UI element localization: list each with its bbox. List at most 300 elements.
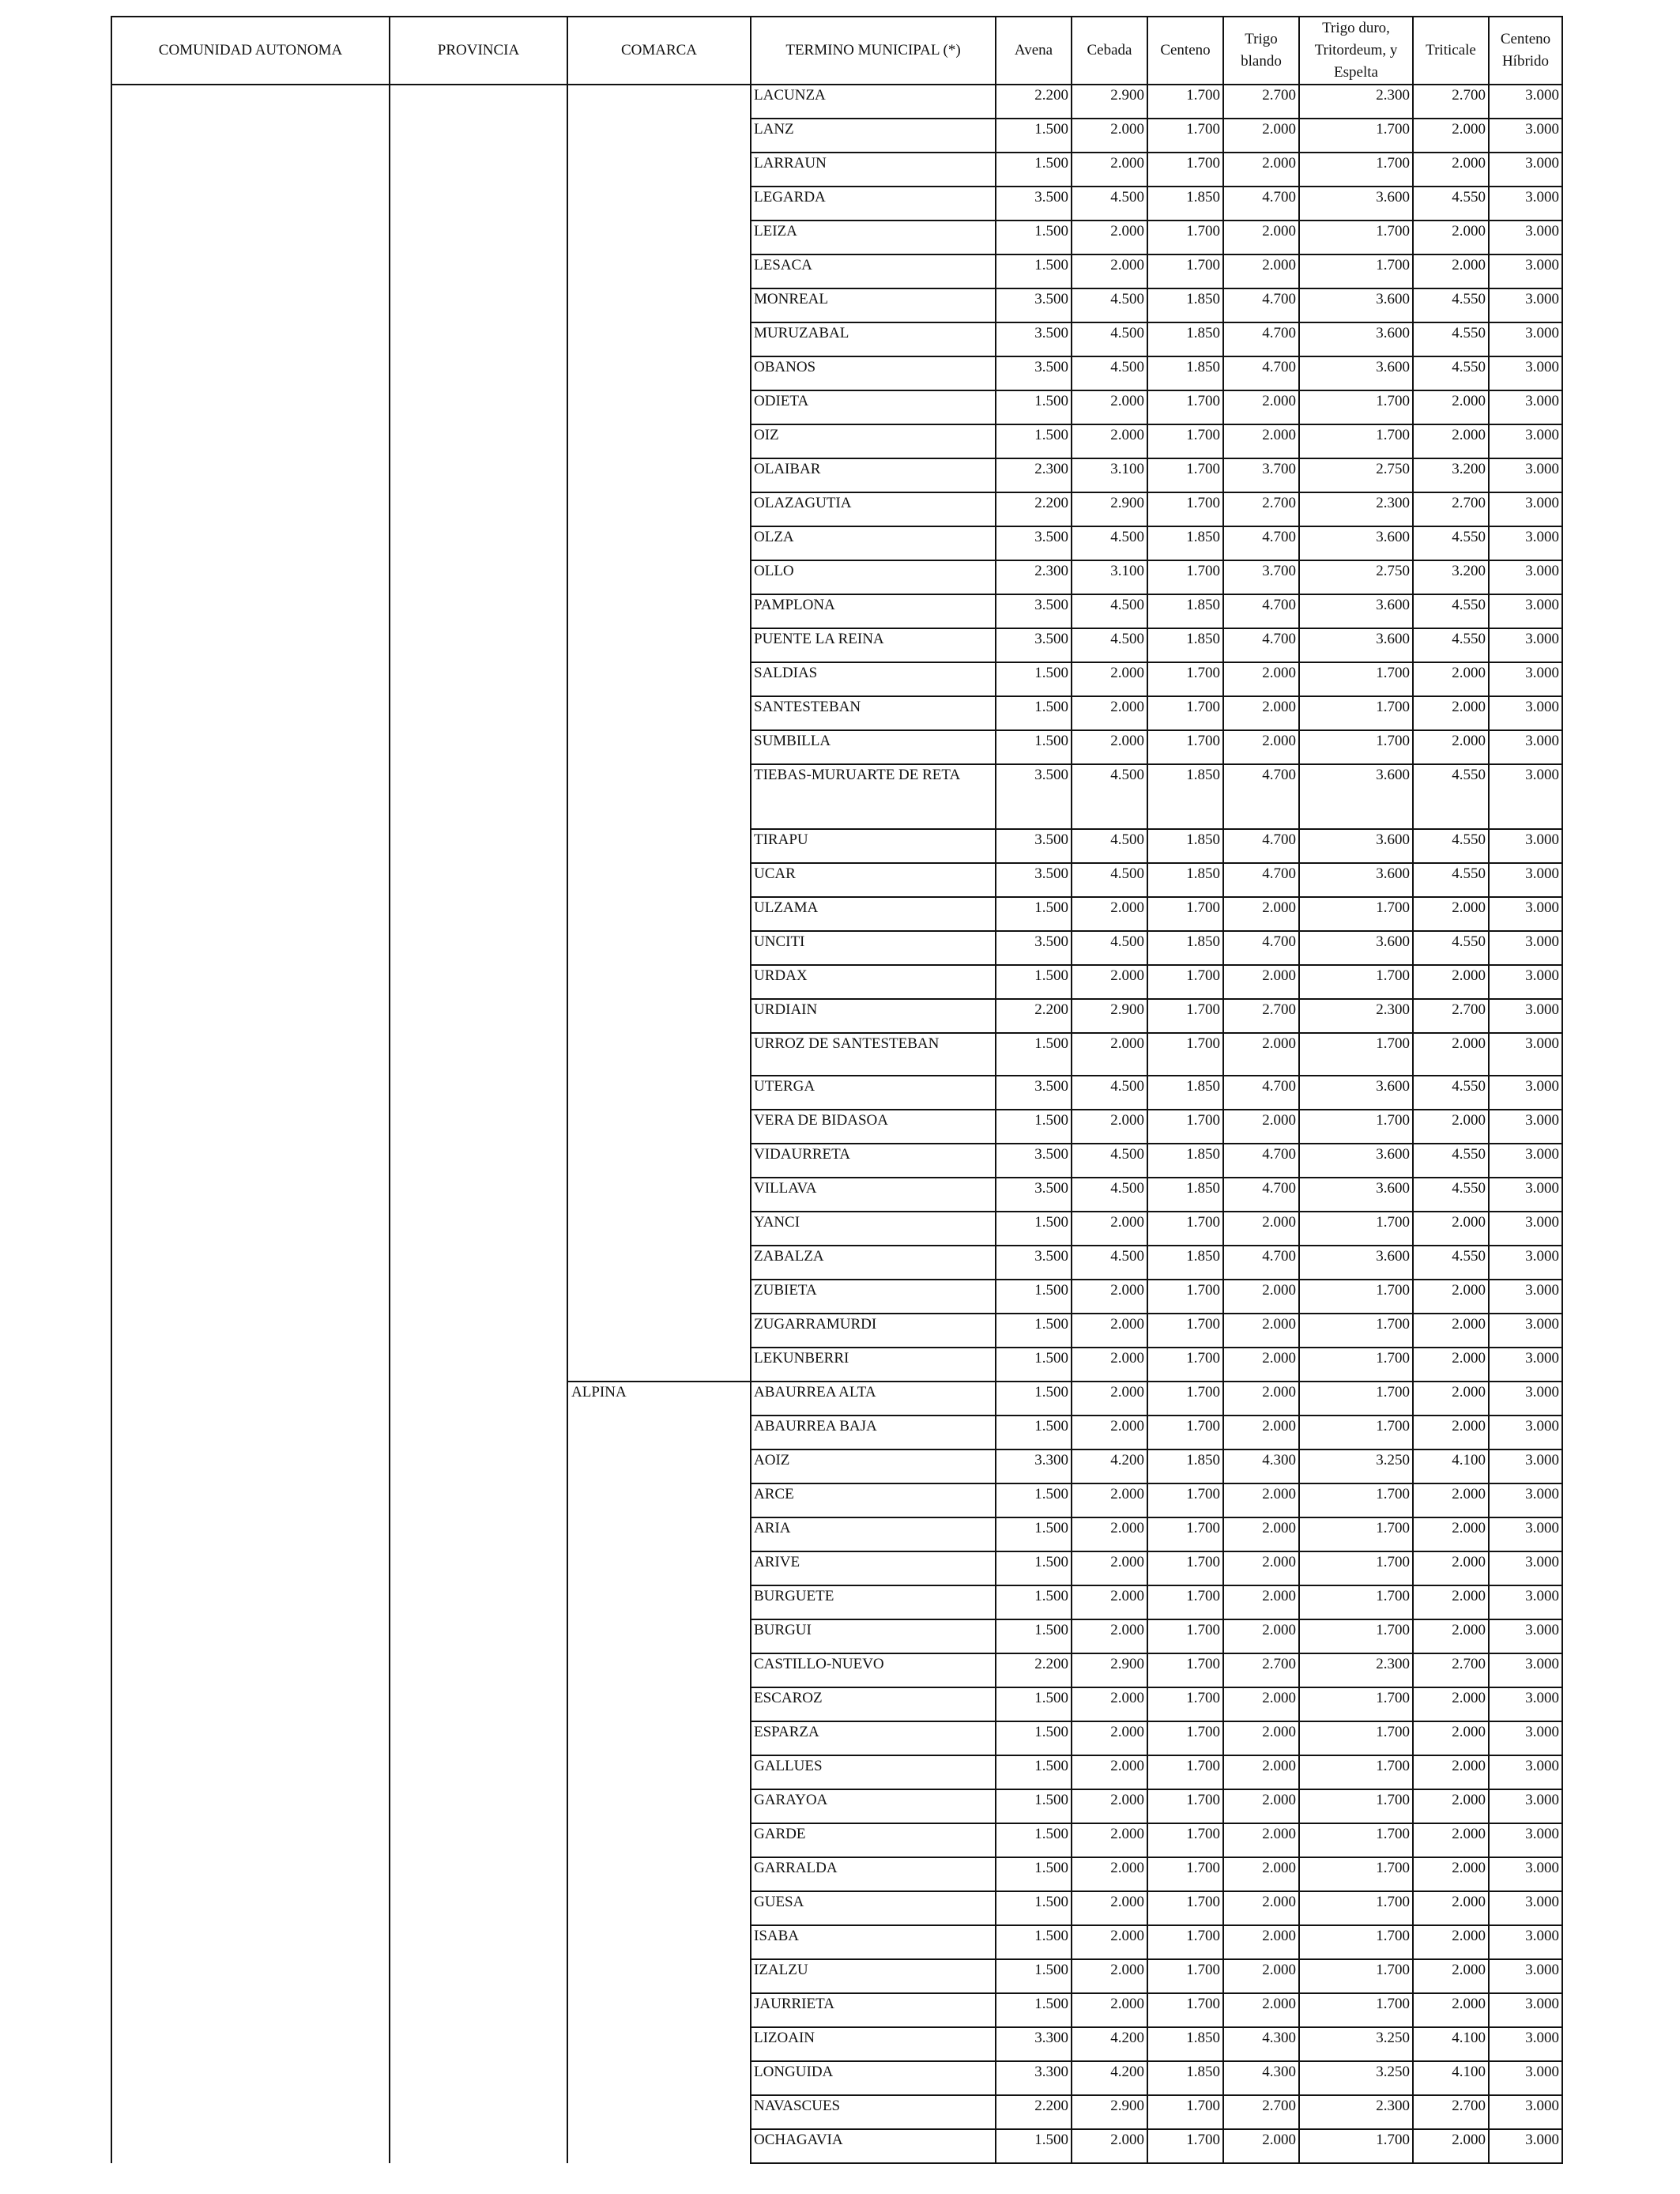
header-row [111, 17, 1562, 85]
cell-centeno-hibrido: 3.000 [1489, 1280, 1562, 1314]
cell-centeno-hibrido: 3.000 [1489, 931, 1562, 965]
cell-trigo-blando: 4.700 [1223, 526, 1299, 560]
cell-trigo-duro: 3.250 [1299, 1449, 1413, 1483]
cell-avena: 1.500 [996, 1280, 1072, 1314]
cell-trigo-blando: 2.000 [1223, 1891, 1299, 1925]
cell-termino-municipal: BURGUI [751, 1619, 996, 1653]
cell-termino-municipal: UTERGA [751, 1076, 996, 1110]
cell-cebada: 4.200 [1072, 1449, 1147, 1483]
cell-trigo-blando: 4.300 [1223, 1449, 1299, 1483]
cell-cebada: 2.900 [1072, 2095, 1147, 2129]
cell-centeno: 1.700 [1147, 1721, 1223, 1755]
cell-centeno: 1.700 [1147, 1382, 1223, 1416]
cell-trigo-blando: 2.000 [1223, 1993, 1299, 2027]
cell-trigo-blando: 2.000 [1223, 1925, 1299, 1959]
cell-triticale: 2.000 [1413, 1585, 1489, 1619]
cell-avena: 3.500 [996, 931, 1072, 965]
header-trigo-blando: Trigo blando [1223, 17, 1299, 85]
cell-avena: 1.500 [996, 1789, 1072, 1823]
cell-termino-municipal: VIDAURRETA [751, 1144, 996, 1178]
cell-trigo-duro: 1.700 [1299, 254, 1413, 288]
cell-trigo-blando: 2.000 [1223, 897, 1299, 931]
cell-triticale: 2.000 [1413, 221, 1489, 254]
cell-avena: 1.500 [996, 1314, 1072, 1348]
cell-centeno-hibrido: 3.000 [1489, 965, 1562, 999]
cell-trigo-blando: 2.000 [1223, 390, 1299, 424]
cell-cebada: 2.000 [1072, 254, 1147, 288]
cell-trigo-duro: 3.600 [1299, 1144, 1413, 1178]
cell-termino-municipal: ZABALZA [751, 1246, 996, 1280]
cell-triticale: 2.000 [1413, 1721, 1489, 1755]
cell-cebada: 4.500 [1072, 187, 1147, 221]
cell-avena: 1.500 [996, 965, 1072, 999]
header-comunidad: COMUNIDAD AUTONOMA [111, 17, 390, 85]
cell-trigo-duro: 3.600 [1299, 288, 1413, 322]
cell-triticale: 2.000 [1413, 1551, 1489, 1585]
cell-cebada: 2.000 [1072, 1382, 1147, 1416]
cell-centeno-hibrido: 3.000 [1489, 492, 1562, 526]
cell-triticale: 4.550 [1413, 322, 1489, 356]
cell-centeno: 1.700 [1147, 1993, 1223, 2027]
cell-triticale: 2.000 [1413, 1993, 1489, 2027]
cell-triticale: 4.550 [1413, 1144, 1489, 1178]
cell-avena: 2.200 [996, 999, 1072, 1033]
cell-trigo-blando: 2.700 [1223, 1653, 1299, 1687]
cell-cebada: 2.000 [1072, 1110, 1147, 1144]
cell-centeno: 1.700 [1147, 1925, 1223, 1959]
cell-centeno: 1.850 [1147, 526, 1223, 560]
cell-triticale: 4.550 [1413, 628, 1489, 662]
cell-centeno: 1.850 [1147, 322, 1223, 356]
cell-comarca: ALPINA [567, 1382, 751, 2163]
cell-trigo-blando: 2.000 [1223, 696, 1299, 730]
cell-cebada: 2.000 [1072, 1517, 1147, 1551]
cell-trigo-blando: 2.000 [1223, 1687, 1299, 1721]
cell-centeno: 1.850 [1147, 1178, 1223, 1212]
cell-centeno: 1.850 [1147, 594, 1223, 628]
cell-termino-municipal: BURGUETE [751, 1585, 996, 1619]
cell-trigo-duro: 1.700 [1299, 1416, 1413, 1449]
cell-centeno-hibrido: 3.000 [1489, 594, 1562, 628]
cell-centeno-hibrido: 3.000 [1489, 85, 1562, 119]
cell-centeno: 1.850 [1147, 1144, 1223, 1178]
cell-avena: 1.500 [996, 1517, 1072, 1551]
header-provincia: PROVINCIA [390, 17, 567, 85]
cell-trigo-duro: 1.700 [1299, 1212, 1413, 1246]
cell-termino-municipal: OBANOS [751, 356, 996, 390]
cell-triticale: 2.000 [1413, 1382, 1489, 1416]
cell-triticale: 2.000 [1413, 1891, 1489, 1925]
cell-triticale: 2.000 [1413, 1823, 1489, 1857]
cell-centeno-hibrido: 3.000 [1489, 1076, 1562, 1110]
cell-centeno: 1.700 [1147, 560, 1223, 594]
cell-centeno-hibrido: 3.000 [1489, 1653, 1562, 1687]
cell-trigo-blando: 3.700 [1223, 458, 1299, 492]
cell-avena: 1.500 [996, 1212, 1072, 1246]
cell-triticale: 2.700 [1413, 1653, 1489, 1687]
cell-avena: 3.500 [996, 526, 1072, 560]
cell-centeno-hibrido: 3.000 [1489, 1585, 1562, 1619]
cell-cebada: 3.100 [1072, 560, 1147, 594]
header-centeno: Centeno [1147, 17, 1223, 85]
cell-avena: 3.500 [996, 628, 1072, 662]
cell-cebada: 2.000 [1072, 1857, 1147, 1891]
cell-trigo-blando: 4.700 [1223, 594, 1299, 628]
cell-termino-municipal: URDAX [751, 965, 996, 999]
cell-trigo-blando: 2.000 [1223, 730, 1299, 764]
cell-centeno-hibrido: 3.000 [1489, 1959, 1562, 1993]
cell-termino-municipal: ULZAMA [751, 897, 996, 931]
cell-centeno-hibrido: 3.000 [1489, 1212, 1562, 1246]
cell-centeno: 1.850 [1147, 2061, 1223, 2095]
cell-termino-municipal: ABAURREA BAJA [751, 1416, 996, 1449]
cell-termino-municipal: SANTESTEBAN [751, 696, 996, 730]
cell-avena: 1.500 [996, 1110, 1072, 1144]
cell-trigo-blando: 2.000 [1223, 424, 1299, 458]
cell-centeno: 1.700 [1147, 1857, 1223, 1891]
cell-avena: 1.500 [996, 1721, 1072, 1755]
cell-cebada: 2.000 [1072, 1314, 1147, 1348]
cell-avena: 1.500 [996, 1891, 1072, 1925]
cell-cebada: 2.000 [1072, 965, 1147, 999]
cell-centeno-hibrido: 3.000 [1489, 2095, 1562, 2129]
cell-termino-municipal: ARCE [751, 1483, 996, 1517]
cell-cebada: 4.500 [1072, 356, 1147, 390]
header-cebada: Cebada [1072, 17, 1147, 85]
cell-centeno-hibrido: 3.000 [1489, 153, 1562, 187]
cell-centeno: 1.700 [1147, 1891, 1223, 1925]
cell-termino-municipal: TIRAPU [751, 829, 996, 863]
cell-centeno-hibrido: 3.000 [1489, 1348, 1562, 1382]
cell-centeno-hibrido: 3.000 [1489, 628, 1562, 662]
cell-cebada: 2.000 [1072, 730, 1147, 764]
cell-trigo-blando: 4.700 [1223, 764, 1299, 829]
cell-centeno-hibrido: 3.000 [1489, 1755, 1562, 1789]
header-triticale: Triticale [1413, 17, 1489, 85]
cell-trigo-blando: 4.700 [1223, 356, 1299, 390]
cell-triticale: 2.000 [1413, 1280, 1489, 1314]
cell-trigo-duro: 1.700 [1299, 1721, 1413, 1755]
cell-centeno: 1.700 [1147, 424, 1223, 458]
cell-trigo-blando: 4.700 [1223, 931, 1299, 965]
cell-triticale: 4.550 [1413, 764, 1489, 829]
cell-centeno-hibrido: 3.000 [1489, 1823, 1562, 1857]
cell-centeno: 1.700 [1147, 1517, 1223, 1551]
cell-termino-municipal: IZALZU [751, 1959, 996, 1993]
cell-termino-municipal: YANCI [751, 1212, 996, 1246]
cell-triticale: 2.000 [1413, 1212, 1489, 1246]
cell-centeno-hibrido: 3.000 [1489, 897, 1562, 931]
cell-trigo-duro: 3.600 [1299, 187, 1413, 221]
cell-triticale: 2.000 [1413, 1789, 1489, 1823]
cell-trigo-blando: 2.000 [1223, 965, 1299, 999]
cell-avena: 2.200 [996, 1653, 1072, 1687]
cell-trigo-blando: 4.700 [1223, 288, 1299, 322]
cell-trigo-duro: 1.700 [1299, 965, 1413, 999]
cell-avena: 1.500 [996, 1925, 1072, 1959]
cell-centeno-hibrido: 3.000 [1489, 1314, 1562, 1348]
cell-trigo-blando: 2.000 [1223, 119, 1299, 153]
cell-triticale: 4.100 [1413, 2027, 1489, 2061]
cell-avena: 1.500 [996, 254, 1072, 288]
cell-trigo-duro: 3.600 [1299, 863, 1413, 897]
cell-triticale: 2.700 [1413, 492, 1489, 526]
cell-centeno: 1.700 [1147, 1687, 1223, 1721]
cell-centeno-hibrido: 3.000 [1489, 863, 1562, 897]
cell-centeno-hibrido: 3.000 [1489, 1619, 1562, 1653]
cell-termino-municipal: CASTILLO-NUEVO [751, 1653, 996, 1687]
cell-trigo-duro: 1.700 [1299, 662, 1413, 696]
cell-triticale: 2.000 [1413, 119, 1489, 153]
cell-cebada: 2.000 [1072, 1823, 1147, 1857]
cell-centeno-hibrido: 3.000 [1489, 1449, 1562, 1483]
cell-termino-municipal: VERA DE BIDASOA [751, 1110, 996, 1144]
cell-trigo-duro: 2.750 [1299, 560, 1413, 594]
yield-table [111, 16, 1563, 2164]
cell-triticale: 2.000 [1413, 1857, 1489, 1891]
cell-triticale: 2.000 [1413, 1348, 1489, 1382]
cell-avena: 3.500 [996, 1246, 1072, 1280]
cell-centeno-hibrido: 3.000 [1489, 1517, 1562, 1551]
cell-trigo-duro: 3.250 [1299, 2061, 1413, 2095]
cell-trigo-duro: 2.300 [1299, 2095, 1413, 2129]
cell-trigo-blando: 2.000 [1223, 1110, 1299, 1144]
cell-trigo-blando: 2.000 [1223, 1382, 1299, 1416]
cell-centeno-hibrido: 3.000 [1489, 322, 1562, 356]
cell-trigo-blando: 2.000 [1223, 2129, 1299, 2163]
cell-trigo-duro: 1.700 [1299, 1789, 1413, 1823]
cell-cebada: 4.500 [1072, 322, 1147, 356]
cell-cebada: 2.900 [1072, 1653, 1147, 1687]
cell-termino-municipal: LACUNZA [751, 85, 996, 119]
cell-triticale: 2.000 [1413, 1619, 1489, 1653]
cell-triticale: 2.000 [1413, 1517, 1489, 1551]
cell-avena: 1.500 [996, 696, 1072, 730]
cell-termino-municipal: LARRAUN [751, 153, 996, 187]
cell-trigo-duro: 1.700 [1299, 1551, 1413, 1585]
cell-avena: 3.500 [996, 829, 1072, 863]
cell-triticale: 2.700 [1413, 85, 1489, 119]
cell-avena: 1.500 [996, 1483, 1072, 1517]
cell-avena: 1.500 [996, 730, 1072, 764]
cell-triticale: 2.000 [1413, 897, 1489, 931]
cell-triticale: 2.700 [1413, 2095, 1489, 2129]
cell-avena: 3.500 [996, 288, 1072, 322]
cell-avena: 3.500 [996, 863, 1072, 897]
cell-avena: 2.200 [996, 85, 1072, 119]
cell-centeno: 1.700 [1147, 1551, 1223, 1585]
cell-trigo-duro: 1.700 [1299, 424, 1413, 458]
cell-centeno: 1.700 [1147, 458, 1223, 492]
cell-centeno: 1.700 [1147, 1823, 1223, 1857]
table-row [111, 85, 1562, 119]
cell-centeno: 1.850 [1147, 829, 1223, 863]
cell-termino-municipal: OLAZAGUTIA [751, 492, 996, 526]
cell-cebada: 2.000 [1072, 1280, 1147, 1314]
cell-termino-municipal: GARRALDA [751, 1857, 996, 1891]
cell-triticale: 2.000 [1413, 965, 1489, 999]
cell-trigo-blando: 2.000 [1223, 1857, 1299, 1891]
cell-termino-municipal: OLZA [751, 526, 996, 560]
cell-triticale: 2.000 [1413, 424, 1489, 458]
cell-trigo-duro: 2.300 [1299, 492, 1413, 526]
cell-cebada: 2.000 [1072, 1212, 1147, 1246]
cell-centeno: 1.850 [1147, 187, 1223, 221]
cell-centeno: 1.700 [1147, 1755, 1223, 1789]
cell-centeno-hibrido: 3.000 [1489, 2027, 1562, 2061]
cell-termino-municipal: URDIAIN [751, 999, 996, 1033]
cell-cebada: 3.100 [1072, 458, 1147, 492]
cell-avena: 3.300 [996, 2061, 1072, 2095]
cell-avena: 3.500 [996, 764, 1072, 829]
cell-centeno-hibrido: 3.000 [1489, 288, 1562, 322]
cell-centeno-hibrido: 3.000 [1489, 999, 1562, 1033]
cell-centeno: 1.700 [1147, 965, 1223, 999]
cell-trigo-blando: 2.000 [1223, 254, 1299, 288]
cell-trigo-duro: 1.700 [1299, 1619, 1413, 1653]
cell-triticale: 2.000 [1413, 1033, 1489, 1076]
cell-cebada: 2.000 [1072, 1416, 1147, 1449]
cell-trigo-blando: 2.000 [1223, 1483, 1299, 1517]
cell-trigo-duro: 3.600 [1299, 594, 1413, 628]
cell-cebada: 2.000 [1072, 1993, 1147, 2027]
header-comarca: COMARCA [567, 17, 751, 85]
cell-cebada: 4.200 [1072, 2061, 1147, 2095]
cell-centeno-hibrido: 3.000 [1489, 1925, 1562, 1959]
cell-centeno: 1.700 [1147, 1483, 1223, 1517]
cell-avena: 3.500 [996, 187, 1072, 221]
cell-centeno: 1.700 [1147, 1212, 1223, 1246]
cell-trigo-blando: 2.000 [1223, 1721, 1299, 1755]
cell-termino-municipal: GUESA [751, 1891, 996, 1925]
cell-centeno: 1.700 [1147, 1314, 1223, 1348]
cell-avena: 3.300 [996, 1449, 1072, 1483]
cell-trigo-duro: 3.600 [1299, 764, 1413, 829]
cell-centeno-hibrido: 3.000 [1489, 1721, 1562, 1755]
cell-termino-municipal: SALDIAS [751, 662, 996, 696]
cell-centeno-hibrido: 3.000 [1489, 356, 1562, 390]
cell-cebada: 2.000 [1072, 1925, 1147, 1959]
cell-centeno-hibrido: 3.000 [1489, 1246, 1562, 1280]
cell-cebada: 4.500 [1072, 764, 1147, 829]
cell-cebada: 2.000 [1072, 1755, 1147, 1789]
cell-triticale: 2.000 [1413, 1959, 1489, 1993]
cell-avena: 1.500 [996, 1823, 1072, 1857]
cell-triticale: 4.550 [1413, 526, 1489, 560]
cell-cebada: 4.500 [1072, 526, 1147, 560]
cell-trigo-blando: 4.700 [1223, 1076, 1299, 1110]
cell-avena: 1.500 [996, 1585, 1072, 1619]
cell-trigo-blando: 2.000 [1223, 1619, 1299, 1653]
cell-cebada: 2.000 [1072, 1891, 1147, 1925]
cell-avena: 3.300 [996, 2027, 1072, 2061]
cell-trigo-blando: 3.700 [1223, 560, 1299, 594]
cell-centeno: 1.700 [1147, 2129, 1223, 2163]
cell-trigo-duro: 3.600 [1299, 322, 1413, 356]
cell-cebada: 2.000 [1072, 897, 1147, 931]
cell-avena: 3.500 [996, 1076, 1072, 1110]
cell-provincia [390, 85, 567, 2163]
cell-cebada: 4.500 [1072, 628, 1147, 662]
cell-centeno-hibrido: 3.000 [1489, 1687, 1562, 1721]
cell-triticale: 4.550 [1413, 829, 1489, 863]
cell-termino-municipal: UCAR [751, 863, 996, 897]
cell-cebada: 4.500 [1072, 931, 1147, 965]
cell-centeno-hibrido: 3.000 [1489, 1110, 1562, 1144]
cell-trigo-duro: 1.700 [1299, 1891, 1413, 1925]
cell-cebada: 4.500 [1072, 1076, 1147, 1110]
cell-trigo-duro: 1.700 [1299, 1033, 1413, 1076]
cell-termino-municipal: ISABA [751, 1925, 996, 1959]
cell-avena: 1.500 [996, 1993, 1072, 2027]
cell-triticale: 4.550 [1413, 594, 1489, 628]
cell-trigo-blando: 2.000 [1223, 1959, 1299, 1993]
cell-trigo-duro: 1.700 [1299, 2129, 1413, 2163]
cell-termino-municipal: ZUBIETA [751, 1280, 996, 1314]
cell-trigo-duro: 3.600 [1299, 1076, 1413, 1110]
cell-trigo-blando: 2.000 [1223, 1823, 1299, 1857]
cell-centeno-hibrido: 3.000 [1489, 1993, 1562, 2027]
cell-trigo-duro: 1.700 [1299, 1993, 1413, 2027]
cell-centeno: 1.700 [1147, 254, 1223, 288]
cell-termino-municipal: OCHAGAVIA [751, 2129, 996, 2163]
cell-centeno-hibrido: 3.000 [1489, 390, 1562, 424]
cell-cebada: 2.000 [1072, 221, 1147, 254]
cell-centeno-hibrido: 3.000 [1489, 254, 1562, 288]
cell-centeno: 1.700 [1147, 730, 1223, 764]
cell-avena: 1.500 [996, 897, 1072, 931]
cell-trigo-blando: 4.700 [1223, 187, 1299, 221]
cell-avena: 1.500 [996, 1033, 1072, 1076]
cell-termino-municipal: ZUGARRAMURDI [751, 1314, 996, 1348]
cell-trigo-blando: 4.700 [1223, 1178, 1299, 1212]
table-body [111, 85, 1562, 2163]
cell-trigo-blando: 4.300 [1223, 2027, 1299, 2061]
cell-trigo-blando: 2.000 [1223, 662, 1299, 696]
cell-trigo-duro: 1.700 [1299, 897, 1413, 931]
cell-trigo-duro: 1.700 [1299, 221, 1413, 254]
cell-centeno: 1.700 [1147, 1033, 1223, 1076]
cell-centeno: 1.850 [1147, 1449, 1223, 1483]
cell-cebada: 4.500 [1072, 1144, 1147, 1178]
cell-termino-municipal: LEGARDA [751, 187, 996, 221]
header-trigo-duro: Trigo duro, Tritordeum, y Espelta [1299, 17, 1413, 85]
cell-centeno: 1.850 [1147, 288, 1223, 322]
cell-centeno: 1.700 [1147, 662, 1223, 696]
cell-cebada: 2.000 [1072, 119, 1147, 153]
cell-trigo-blando: 2.700 [1223, 2095, 1299, 2129]
cell-centeno-hibrido: 3.000 [1489, 424, 1562, 458]
cell-centeno: 1.850 [1147, 2027, 1223, 2061]
cell-triticale: 4.550 [1413, 288, 1489, 322]
cell-trigo-blando: 2.000 [1223, 153, 1299, 187]
cell-centeno-hibrido: 3.000 [1489, 526, 1562, 560]
cell-trigo-duro: 1.700 [1299, 119, 1413, 153]
cell-avena: 1.500 [996, 1959, 1072, 1993]
cell-centeno: 1.700 [1147, 897, 1223, 931]
cell-trigo-blando: 4.700 [1223, 322, 1299, 356]
cell-avena: 1.500 [996, 1348, 1072, 1382]
cell-trigo-blando: 4.700 [1223, 628, 1299, 662]
cell-centeno: 1.700 [1147, 221, 1223, 254]
cell-triticale: 2.000 [1413, 1416, 1489, 1449]
cell-avena: 1.500 [996, 2129, 1072, 2163]
cell-centeno-hibrido: 3.000 [1489, 2061, 1562, 2095]
cell-avena: 3.500 [996, 356, 1072, 390]
cell-termino-municipal: ABAURREA ALTA [751, 1382, 996, 1416]
cell-centeno: 1.850 [1147, 764, 1223, 829]
cell-cebada: 4.500 [1072, 829, 1147, 863]
